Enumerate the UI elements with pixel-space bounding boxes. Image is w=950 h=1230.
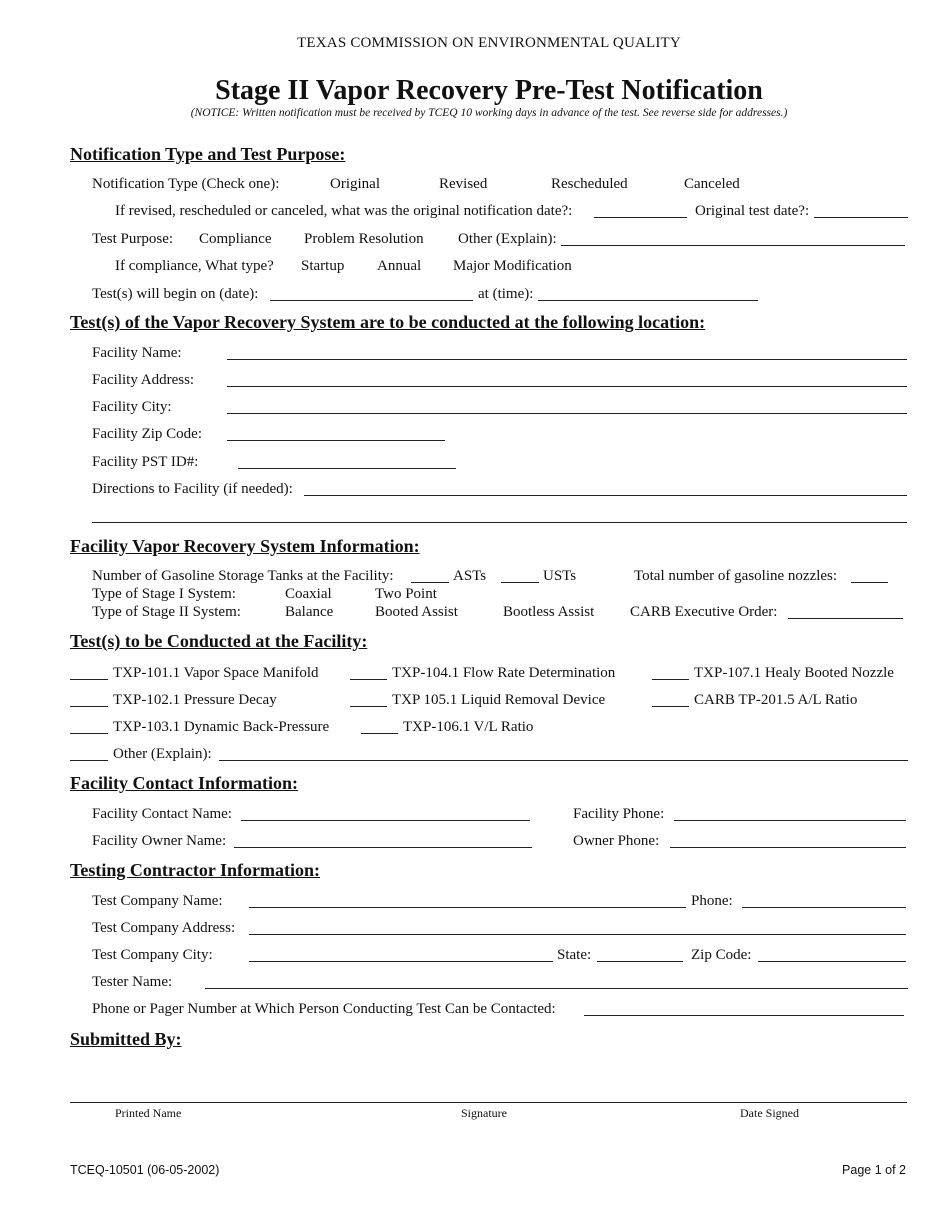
nozzles-label: Total number of gasoline nozzles: <box>634 568 838 584</box>
stage1-label: Type of Stage I System: <box>92 586 236 602</box>
option-revised[interactable]: Revised <box>439 176 488 192</box>
facility-zip-field[interactable] <box>227 440 445 441</box>
owner-phone-label: Owner Phone: <box>573 833 660 849</box>
test-checkbox-txp-104[interactable] <box>350 679 387 680</box>
test-txp-103: TXP-103.1 Dynamic Back-Pressure <box>113 719 330 735</box>
directions-field-line2[interactable] <box>92 522 907 523</box>
test-txp-105: TXP 105.1 Liquid Removal Device <box>392 692 606 708</box>
agency-name: TEXAS COMMISSION ON ENVIRONMENTAL QUALITY <box>297 35 681 51</box>
test-txp-101: TXP-101.1 Vapor Space Manifold <box>113 665 319 681</box>
company-name-field[interactable] <box>249 907 686 908</box>
tester-name-label: Tester Name: <box>92 974 173 990</box>
asts-count-field[interactable] <box>411 582 449 583</box>
test-checkbox-txp-102[interactable] <box>70 706 108 707</box>
stage2-label: Type of Stage II System: <box>92 604 241 620</box>
facility-name-field[interactable] <box>227 359 907 360</box>
contact-name-label: Facility Contact Name: <box>92 806 232 822</box>
test-other-field[interactable] <box>219 760 908 761</box>
option-coaxial[interactable]: Coaxial <box>285 586 332 602</box>
original-notification-date-field[interactable] <box>594 217 687 218</box>
purpose-other-label: Other (Explain): <box>458 231 557 247</box>
option-major-modification[interactable]: Major Modification <box>453 258 572 274</box>
option-startup[interactable]: Startup <box>301 258 345 274</box>
usts-label: USTs <box>543 568 577 584</box>
usts-count-field[interactable] <box>501 582 539 583</box>
location-heading: Test(s) of the Vapor Recovery System are to be conducted at the following location: <box>70 312 706 332</box>
directions-field[interactable] <box>304 495 907 496</box>
company-zip-field[interactable] <box>758 961 906 962</box>
option-rescheduled[interactable]: Rescheduled <box>551 176 628 192</box>
contact-name-field[interactable] <box>241 820 530 821</box>
test-checkbox-txp-103[interactable] <box>70 733 108 734</box>
printed-name-caption: Printed Name <box>115 1106 182 1120</box>
form-id: TCEQ-10501 (06-05-2002) <box>70 1163 220 1177</box>
begin-time-field[interactable] <box>538 300 758 301</box>
company-zip-label: Zip Code: <box>691 947 752 963</box>
option-original[interactable]: Original <box>330 176 380 192</box>
date-signed-caption: Date Signed <box>740 1106 799 1120</box>
option-problem-resolution[interactable]: Problem Resolution <box>304 231 424 247</box>
facility-address-field[interactable] <box>227 386 907 387</box>
page-number: Page 1 of 2 <box>842 1163 906 1177</box>
original-notification-date-label: If revised, rescheduled or canceled, what was the original notification date?: <box>115 203 573 219</box>
tester-name-field[interactable] <box>205 988 908 989</box>
compliance-type-label: If compliance, What type? <box>115 258 274 274</box>
original-test-date-field[interactable] <box>814 217 908 218</box>
signature-line[interactable] <box>70 1102 907 1103</box>
contact-heading: Facility Contact Information: <box>70 773 298 793</box>
pager-label: Phone or Pager Number at Which Person Conducting Test Can be Contacted: <box>92 1001 556 1017</box>
company-phone-field[interactable] <box>742 907 906 908</box>
test-checkbox-carb-tp-201-5[interactable] <box>652 706 689 707</box>
company-address-field[interactable] <box>249 934 906 935</box>
facility-address-label: Facility Address: <box>92 372 195 388</box>
carb-order-label: CARB Executive Order: <box>630 604 778 620</box>
company-phone-label: Phone: <box>691 893 733 909</box>
directions-label: Directions to Facility (if needed): <box>92 481 293 497</box>
option-compliance[interactable]: Compliance <box>199 231 272 247</box>
option-annual[interactable]: Annual <box>377 258 422 274</box>
system-heading: Facility Vapor Recovery System Information: <box>70 536 420 556</box>
option-canceled[interactable]: Canceled <box>684 176 740 192</box>
carb-order-field[interactable] <box>788 618 903 619</box>
option-bootless-assist[interactable]: Bootless Assist <box>503 604 595 620</box>
test-txp-104: TXP-104.1 Flow Rate Determination <box>392 665 616 681</box>
begin-date-field[interactable] <box>270 300 473 301</box>
nozzles-field[interactable] <box>851 582 888 583</box>
company-city-field[interactable] <box>249 961 553 962</box>
test-other-label: Other (Explain): <box>113 746 212 762</box>
pager-field[interactable] <box>584 1015 904 1016</box>
asts-label: ASTs <box>453 568 487 584</box>
notice-text: (NOTICE: Written notification must be received by TCEQ 10 working days in advance of the test. See reverse side for addresses.) <box>190 107 788 119</box>
begin-date-label: Test(s) will begin on (date): <box>92 286 259 302</box>
company-name-label: Test Company Name: <box>92 893 223 909</box>
company-state-label: State: <box>557 947 592 963</box>
begin-time-label: at (time): <box>478 286 534 302</box>
test-checkbox-txp-105[interactable] <box>350 706 387 707</box>
owner-name-label: Facility Owner Name: <box>92 833 227 849</box>
option-booted-assist[interactable]: Booted Assist <box>375 604 458 620</box>
facility-phone-label: Facility Phone: <box>573 806 665 822</box>
company-city-label: Test Company City: <box>92 947 213 963</box>
option-balance[interactable]: Balance <box>285 604 334 620</box>
facility-city-field[interactable] <box>227 413 907 414</box>
notification-type-label: Notification Type (Check one): <box>92 176 280 192</box>
test-carb-tp-201-5: CARB TP-201.5 A/L Ratio <box>694 692 858 708</box>
facility-city-label: Facility City: <box>92 399 172 415</box>
company-state-field[interactable] <box>597 961 683 962</box>
signature-caption: Signature <box>461 1106 507 1120</box>
option-two-point[interactable]: Two Point <box>375 586 437 602</box>
test-checkbox-other[interactable] <box>70 760 108 761</box>
test-txp-102: TXP-102.1 Pressure Decay <box>113 692 277 708</box>
notification-heading: Notification Type and Test Purpose: <box>70 144 346 164</box>
owner-name-field[interactable] <box>234 847 532 848</box>
test-txp-107: TXP-107.1 Healy Booted Nozzle <box>694 665 894 681</box>
purpose-other-field[interactable] <box>561 245 905 246</box>
test-checkbox-txp-101[interactable] <box>70 679 108 680</box>
facility-pst-label: Facility PST ID#: <box>92 454 199 470</box>
test-txp-106: TXP-106.1 V/L Ratio <box>403 719 534 735</box>
test-checkbox-txp-106[interactable] <box>361 733 398 734</box>
submitted-heading: Submitted By: <box>70 1029 182 1049</box>
facility-zip-label: Facility Zip Code: <box>92 426 202 442</box>
test-checkbox-txp-107[interactable] <box>652 679 689 680</box>
test-purpose-label: Test Purpose: <box>92 231 174 247</box>
original-test-date-label: Original test date?: <box>695 203 810 219</box>
facility-name-label: Facility Name: <box>92 345 182 361</box>
tanks-label: Number of Gasoline Storage Tanks at the Facility: <box>92 568 394 584</box>
owner-phone-field[interactable] <box>670 847 906 848</box>
facility-phone-field[interactable] <box>674 820 906 821</box>
contractor-heading: Testing Contractor Information: <box>70 860 320 880</box>
page-title: Stage II Vapor Recovery Pre-Test Notification <box>215 75 763 106</box>
company-address-label: Test Company Address: <box>92 920 236 936</box>
facility-pst-field[interactable] <box>238 468 456 469</box>
tests-heading: Test(s) to be Conducted at the Facility: <box>70 631 368 651</box>
